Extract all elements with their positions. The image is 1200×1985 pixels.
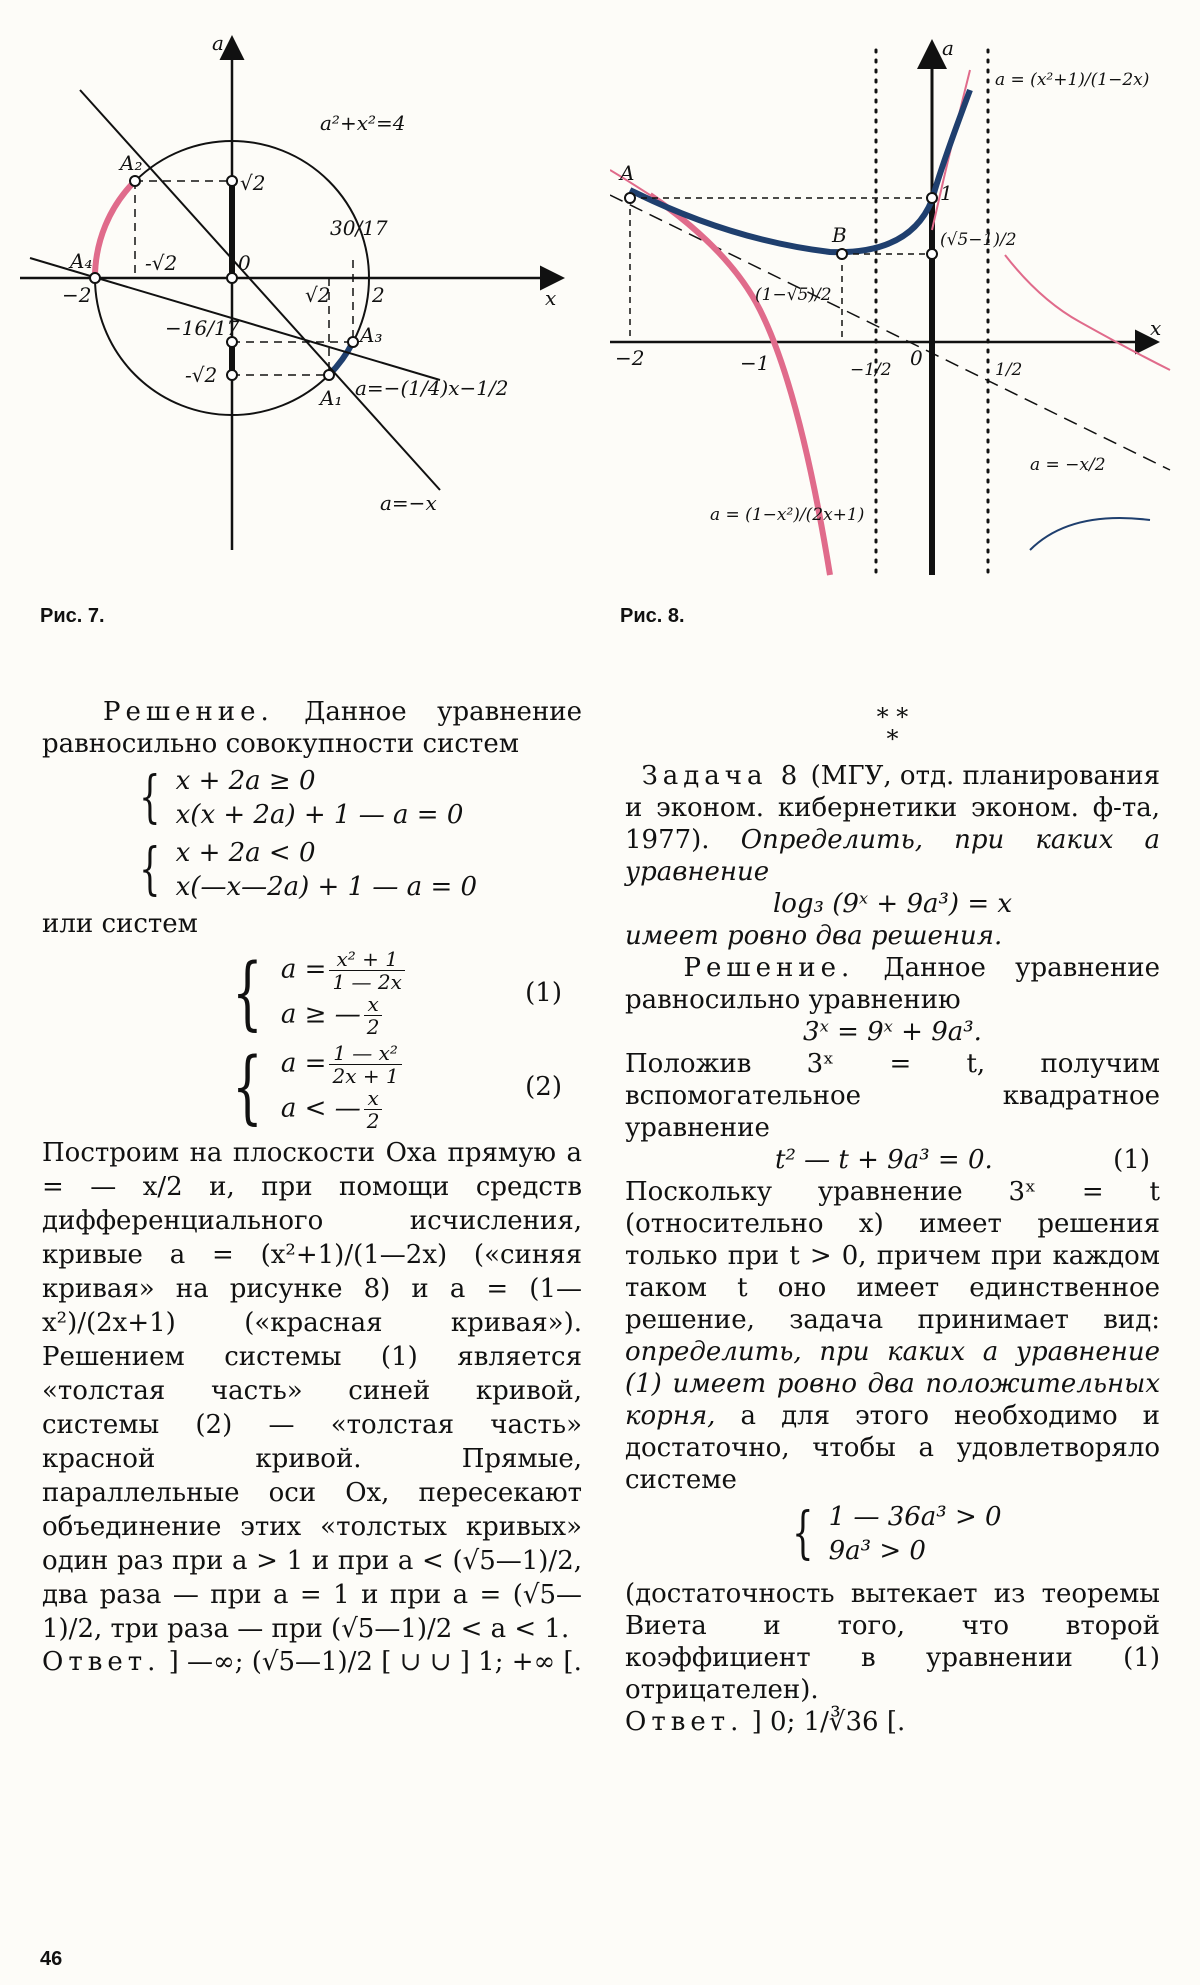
- fig7-label-x-neg-two: −2: [62, 283, 92, 307]
- right-sol3c: а для этого необходимо и достаточно, чтобы a удовлетворяло системе: [625, 1401, 1160, 1495]
- fig7-label-sqrt2-top: √2: [240, 171, 266, 195]
- fig7-red-arc: [95, 181, 135, 278]
- fig7-label-neg16-17: −16/17: [165, 316, 240, 340]
- system-final-line2: 9a³ > 0: [828, 1536, 926, 1566]
- equation-number-2: (2): [525, 1072, 562, 1102]
- fig8-point-one: [927, 193, 937, 203]
- sys1-num: x² + 1: [329, 948, 404, 971]
- fig7-point-A2: [130, 176, 140, 186]
- sys1-den: 1 — 2x: [332, 970, 402, 994]
- equation-3-number: (1): [1113, 1145, 1150, 1175]
- fig8-label-B: B: [832, 223, 847, 247]
- fig8-label-red-eq: a = (1−x²)/(2x+1): [710, 505, 865, 525]
- right-sol4: (достаточность вытекает из теоремы Виета и того, что второй коэффициент в уравнении (1) отрицателен).: [625, 1579, 1160, 1705]
- task-question-2: имеет ровно два решения.: [625, 921, 1003, 951]
- right-sol3: [625, 1176, 1160, 1496]
- page-number: 46: [40, 1948, 63, 1970]
- right-sol3b: определить, при каких a уравнение (1) имеет ровно два положительных корня,: [625, 1337, 1160, 1431]
- task-source: (МГУ, отд. планирования и эконом. кибернетики эконом. ф-та, 1977).: [625, 761, 1161, 855]
- equation-2: 3ˣ = 9ˣ + 9a³.: [803, 1017, 982, 1047]
- fig8-label-line-eq: a = −x/2: [1030, 455, 1106, 475]
- fig8-label-x-neg-half: −1/2: [850, 360, 892, 380]
- figure-7-caption: Рис. 7.: [40, 605, 105, 627]
- fig7-label-x-sqrt2: √2: [305, 283, 331, 307]
- left-intro: [42, 696, 582, 760]
- fig7-point-A4: [90, 273, 100, 283]
- fig7-label-circle: a²+x²=4: [320, 111, 406, 135]
- answer-heading-left: Ответ.: [42, 1647, 161, 1677]
- fig7-label-x-two: 2: [372, 283, 385, 307]
- solution-heading-left: Решение.: [103, 697, 274, 727]
- system-a-line2: x(x + 2a) + 1 — a = 0: [175, 800, 464, 830]
- sys2-lhs: a =: [280, 1048, 327, 1079]
- fig7-label-neg-sqrt2-left: -√2: [145, 251, 178, 275]
- stars-top: * *: [876, 703, 909, 731]
- system-1: [222, 948, 582, 1038]
- equation-3: t² — t + 9a³ = 0.: [775, 1145, 993, 1175]
- left-main-paragraph: Построим на плоскости Oxa прямую a = — x/2 и, при помощи средств дифференциального исчисления, кривые a = (x²+1)/(1—2x) («синяя кривая» на рисунке 8) и a = (1—x²)/(2x+1) («красная кривая»). Решением системы (1) является «толстая часть» синей кривой, системы (2) — «толстая часть» красной кривой. Прямые, параллельные оси Ox, пересекают объединение этих «толстых кривых» один раз при a > 1 и при a < (√5—1)/2, два раза — при a = 1 и при a = (√5—1)/2, три раза — при (√5—1)/2 < a < 1.: [42, 1138, 582, 1644]
- fig7-label-A4: A₄: [70, 249, 93, 273]
- equation-number-1: (1): [525, 978, 562, 1008]
- sys2-l2-num: x: [364, 1087, 383, 1110]
- fig7-point-A1: [324, 370, 334, 380]
- right-solution-text: Данное уравнение равносильно уравнению: [625, 953, 1160, 1015]
- left-answer: [42, 1646, 582, 1678]
- or-systems: или систем: [42, 909, 198, 939]
- task-question: Определить, при каких a уравнение: [625, 825, 1160, 887]
- system-b-line2: x(—x—2a) + 1 — a = 0: [175, 872, 478, 902]
- figure-8-caption: Рис. 8.: [620, 605, 685, 627]
- fig8-blue-curve-low: [1030, 518, 1150, 550]
- fig8-point-B: [837, 249, 847, 259]
- fig8-dashed-guides: [630, 198, 932, 342]
- fig8-blue-curve: [630, 90, 970, 252]
- fig8-label-one: 1: [940, 181, 953, 205]
- equation-log: log₃ (9ˣ + 9a³) = x: [772, 889, 1013, 919]
- sys1-lhs: a =: [280, 954, 327, 985]
- fig8-label-sqrt5m1-2: (√5−1)/2: [940, 230, 1017, 250]
- sys2-den: 2x + 1: [332, 1064, 399, 1088]
- fig8-point-A: [625, 193, 635, 203]
- fig7-label-x: x: [545, 286, 557, 310]
- brace: {: [139, 837, 161, 902]
- fig8-label-blue-eq: a = (x²+1)/(1−2x): [995, 70, 1150, 90]
- right-answer-value: ] 0; 1/∛36 [.: [751, 1707, 906, 1737]
- sys2-l2: a < —: [280, 1093, 361, 1124]
- fig8-line-half: [610, 195, 1170, 470]
- sys1-l2-num: x: [364, 993, 383, 1016]
- fig8-label-1msqrt5-2: (1−√5)/2: [755, 285, 832, 305]
- fig7-point-negsqrt2: [227, 370, 237, 380]
- fig7-point-origin: [227, 273, 237, 283]
- figure-8: [610, 30, 1180, 590]
- system-2: [222, 1042, 582, 1132]
- fig8-label-A: A: [620, 161, 635, 185]
- system-a-line1: x + 2a ≥ 0: [175, 766, 316, 796]
- right-solution: [625, 952, 1160, 1016]
- sys2-num: 1 — x²: [329, 1042, 401, 1065]
- fig7-line-a-minus-x: [80, 90, 440, 490]
- stars-bottom: *: [886, 725, 899, 753]
- fig7-label-A2: A₂: [120, 151, 143, 175]
- right-answer: [625, 1706, 1160, 1738]
- right-sol3a: Поскольку уравнение 3ˣ = t (относительно x) имеет решения только при t > 0, причем при каждом таком t оно имеет единственное решение, задача принимает вид:: [625, 1177, 1160, 1335]
- fig8-label-a: a: [942, 36, 954, 60]
- fig7-point-A3: [348, 337, 358, 347]
- fig7-label-a: a: [212, 31, 224, 55]
- stars-separator: [625, 703, 1160, 753]
- system-b-line1: x + 2a < 0: [175, 838, 316, 868]
- sys1-l2-den: 2: [366, 1015, 380, 1039]
- fig8-label-x: x: [1150, 316, 1162, 340]
- answer-heading-right: Ответ.: [625, 1707, 744, 1737]
- fig7-label-A1: A₁: [320, 386, 343, 410]
- brace: {: [232, 1040, 263, 1133]
- fig7-label-line1: a=−(1/4)x−1/2: [355, 376, 509, 400]
- sys2-l2-den: 2: [366, 1109, 380, 1133]
- fig8-point-sqrt5: [927, 249, 937, 259]
- fig7-label-origin: 0: [238, 251, 251, 275]
- solution-heading-right: Решение.: [683, 953, 855, 983]
- task-statement: [625, 760, 1160, 888]
- fig7-label-A3: A₃: [360, 323, 383, 347]
- fig7-label-30-17: 30/17: [330, 216, 388, 240]
- fig8-label-x-neg2: −2: [615, 346, 645, 370]
- task-heading: Задача 8: [641, 761, 803, 791]
- system-a: [132, 764, 582, 832]
- fig7-label-neg-sqrt2-low: -√2: [185, 363, 218, 387]
- fig8-label-x-half: 1/2: [995, 360, 1023, 380]
- brace: {: [792, 1501, 814, 1566]
- fig8-label-x-neg1: −1: [740, 351, 770, 375]
- system-b: [132, 836, 582, 904]
- sys1-l2: a ≥ —: [280, 999, 361, 1030]
- left-answer-value: ] —∞; (√5—1)/2 [ ∪ ∪ ] 1; +∞ [.: [168, 1647, 582, 1677]
- fig7-point-sqrt2: [227, 176, 237, 186]
- fig8-label-origin: 0: [910, 346, 923, 370]
- brace: {: [232, 946, 263, 1039]
- right-column: [625, 700, 1160, 1738]
- fig7-label-line2: a=−x: [380, 491, 437, 515]
- right-sol2: Положив 3ˣ = t, получим вспомогательное квадратное уравнение: [625, 1049, 1160, 1143]
- left-intro-text: Данное уравнение равносильно совокупности систем: [42, 697, 582, 759]
- system-final: [785, 1500, 1160, 1568]
- equation-3-row: [625, 1144, 1160, 1176]
- system-final-line1: 1 — 36a³ > 0: [828, 1502, 1002, 1532]
- brace: {: [139, 765, 161, 830]
- fig8-red-curve-right: [1005, 255, 1170, 370]
- left-column: [42, 696, 582, 1678]
- figure-7: [20, 30, 580, 590]
